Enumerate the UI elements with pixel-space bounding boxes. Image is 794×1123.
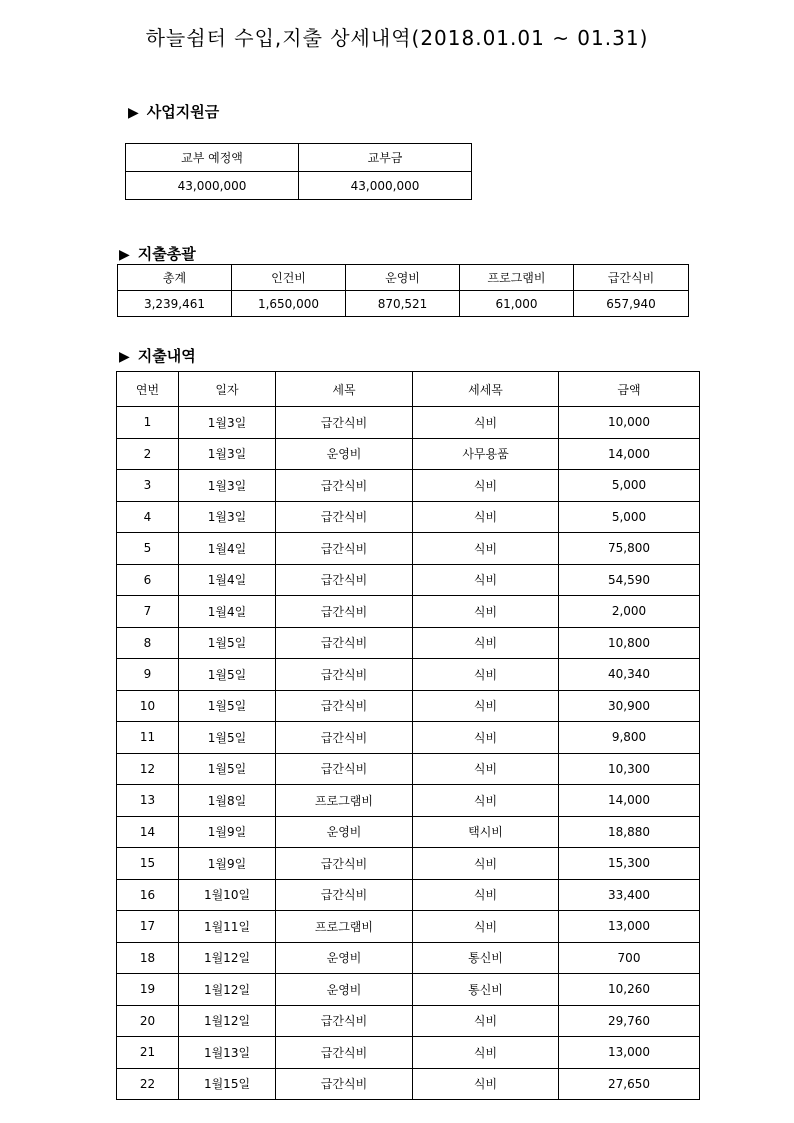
amount-cell: 13,000 — [559, 911, 700, 943]
triangle-right-icon: ▶ — [119, 247, 130, 263]
amount-cell: 10,800 — [559, 627, 700, 659]
table-row — [117, 438, 700, 470]
subcategory-cell: 통신비 — [413, 942, 559, 974]
date-cell: 1월5일 — [179, 722, 276, 754]
amount-cell: 2,000 — [559, 596, 700, 628]
category-cell: 운영비 — [276, 942, 413, 974]
subcategory-cell: 식비 — [413, 501, 559, 533]
table-header-row — [118, 265, 689, 291]
table-row — [117, 1005, 700, 1037]
header-cell: 세세목 — [413, 372, 559, 407]
category-cell: 급간식비 — [276, 659, 413, 691]
date-cell: 1월5일 — [179, 627, 276, 659]
category-cell: 급간식비 — [276, 1037, 413, 1069]
category-cell: 급간식비 — [276, 596, 413, 628]
amount-cell: 75,800 — [559, 533, 700, 565]
row-number-cell: 22 — [117, 1068, 179, 1100]
date-cell: 1월3일 — [179, 438, 276, 470]
subcategory-cell: 사무용품 — [413, 438, 559, 470]
subcategory-cell: 식비 — [413, 1005, 559, 1037]
header-cell: 급간식비 — [574, 265, 689, 291]
table-row — [117, 879, 700, 911]
value-cell: 43,000,000 — [126, 172, 299, 200]
amount-cell: 10,000 — [559, 407, 700, 439]
date-cell: 1월3일 — [179, 470, 276, 502]
row-number-cell: 5 — [117, 533, 179, 565]
subcategory-cell: 식비 — [413, 1068, 559, 1100]
row-number-cell: 8 — [117, 627, 179, 659]
triangle-right-icon: ▶ — [119, 349, 130, 365]
category-cell: 운영비 — [276, 974, 413, 1006]
row-number-cell: 19 — [117, 974, 179, 1006]
category-cell: 급간식비 — [276, 690, 413, 722]
amount-cell: 30,900 — [559, 690, 700, 722]
subcategory-cell: 식비 — [413, 911, 559, 943]
subcategory-cell: 식비 — [413, 407, 559, 439]
row-number-cell: 9 — [117, 659, 179, 691]
row-number-cell: 12 — [117, 753, 179, 785]
table-row — [117, 816, 700, 848]
value-cell: 3,239,461 — [118, 291, 232, 317]
subcategory-cell: 식비 — [413, 596, 559, 628]
table-row — [117, 690, 700, 722]
table-row — [117, 627, 700, 659]
category-cell: 급간식비 — [276, 533, 413, 565]
amount-cell: 13,000 — [559, 1037, 700, 1069]
row-number-cell: 20 — [117, 1005, 179, 1037]
date-cell: 1월12일 — [179, 1005, 276, 1037]
support-heading-label: 사업지원금 — [146, 103, 220, 121]
date-cell: 1월12일 — [179, 974, 276, 1006]
value-cell: 43,000,000 — [299, 172, 472, 200]
category-cell: 프로그램비 — [276, 911, 413, 943]
summary-table — [117, 264, 689, 317]
category-cell: 급간식비 — [276, 627, 413, 659]
table-row — [126, 172, 472, 200]
subcategory-cell: 식비 — [413, 533, 559, 565]
date-cell: 1월5일 — [179, 690, 276, 722]
summary-heading-label: 지출총괄 — [137, 245, 196, 263]
subcategory-cell: 식비 — [413, 785, 559, 817]
support-table — [125, 143, 472, 200]
amount-cell: 5,000 — [559, 470, 700, 502]
subcategory-cell: 식비 — [413, 848, 559, 880]
amount-cell: 14,000 — [559, 438, 700, 470]
triangle-right-icon: ▶ — [128, 105, 139, 121]
subcategory-cell: 택시비 — [413, 816, 559, 848]
table-row — [118, 291, 689, 317]
table-row — [117, 974, 700, 1006]
category-cell: 운영비 — [276, 438, 413, 470]
header-cell: 운영비 — [346, 265, 460, 291]
table-row — [117, 1068, 700, 1100]
category-cell: 급간식비 — [276, 848, 413, 880]
value-cell: 870,521 — [346, 291, 460, 317]
category-cell: 프로그램비 — [276, 785, 413, 817]
table-row — [117, 501, 700, 533]
amount-cell: 15,300 — [559, 848, 700, 880]
amount-cell: 27,650 — [559, 1068, 700, 1100]
table-row — [117, 785, 700, 817]
date-cell: 1월4일 — [179, 596, 276, 628]
table-row — [117, 848, 700, 880]
row-number-cell: 3 — [117, 470, 179, 502]
section-heading-support — [128, 101, 219, 122]
category-cell: 급간식비 — [276, 753, 413, 785]
header-cell: 일자 — [179, 372, 276, 407]
table-row — [117, 942, 700, 974]
amount-cell: 700 — [559, 942, 700, 974]
table-row — [117, 470, 700, 502]
table-row — [117, 659, 700, 691]
subcategory-cell: 식비 — [413, 690, 559, 722]
table-row — [117, 753, 700, 785]
table-row — [117, 407, 700, 439]
row-number-cell: 14 — [117, 816, 179, 848]
row-number-cell: 6 — [117, 564, 179, 596]
category-cell: 급간식비 — [276, 1005, 413, 1037]
category-cell: 급간식비 — [276, 564, 413, 596]
details-table — [116, 371, 700, 1100]
header-cell: 세목 — [276, 372, 413, 407]
category-cell: 급간식비 — [276, 722, 413, 754]
row-number-cell: 15 — [117, 848, 179, 880]
table-row — [117, 722, 700, 754]
category-cell: 급간식비 — [276, 1068, 413, 1100]
header-cell: 연번 — [117, 372, 179, 407]
subcategory-cell: 통신비 — [413, 974, 559, 1006]
category-cell: 급간식비 — [276, 879, 413, 911]
section-heading-summary — [119, 243, 196, 264]
header-cell: 교부금 — [299, 144, 472, 172]
category-cell: 급간식비 — [276, 470, 413, 502]
header-cell: 프로그램비 — [460, 265, 574, 291]
value-cell: 61,000 — [460, 291, 574, 317]
subcategory-cell: 식비 — [413, 627, 559, 659]
date-cell: 1월4일 — [179, 533, 276, 565]
category-cell: 급간식비 — [276, 501, 413, 533]
row-number-cell: 16 — [117, 879, 179, 911]
row-number-cell: 11 — [117, 722, 179, 754]
row-number-cell: 2 — [117, 438, 179, 470]
amount-cell: 10,300 — [559, 753, 700, 785]
value-cell: 657,940 — [574, 291, 689, 317]
date-cell: 1월10일 — [179, 879, 276, 911]
amount-cell: 5,000 — [559, 501, 700, 533]
row-number-cell: 7 — [117, 596, 179, 628]
table-row — [117, 1037, 700, 1069]
date-cell: 1월8일 — [179, 785, 276, 817]
table-row — [117, 911, 700, 943]
subcategory-cell: 식비 — [413, 879, 559, 911]
date-cell: 1월4일 — [179, 564, 276, 596]
header-cell: 인건비 — [232, 265, 346, 291]
row-number-cell: 21 — [117, 1037, 179, 1069]
section-heading-details — [119, 345, 196, 366]
amount-cell: 10,260 — [559, 974, 700, 1006]
category-cell: 급간식비 — [276, 407, 413, 439]
subcategory-cell: 식비 — [413, 1037, 559, 1069]
category-cell: 운영비 — [276, 816, 413, 848]
amount-cell: 14,000 — [559, 785, 700, 817]
row-number-cell: 13 — [117, 785, 179, 817]
subcategory-cell: 식비 — [413, 659, 559, 691]
date-cell: 1월5일 — [179, 659, 276, 691]
subcategory-cell: 식비 — [413, 753, 559, 785]
header-cell: 금액 — [559, 372, 700, 407]
page-title: 하늘쉼터 수입,지출 상세내역(2018.01.01 ~ 01.31) — [145, 26, 649, 50]
date-cell: 1월13일 — [179, 1037, 276, 1069]
row-number-cell: 17 — [117, 911, 179, 943]
row-number-cell: 4 — [117, 501, 179, 533]
date-cell: 1월9일 — [179, 848, 276, 880]
header-cell: 총계 — [118, 265, 232, 291]
table-row — [117, 533, 700, 565]
row-number-cell: 10 — [117, 690, 179, 722]
amount-cell: 18,880 — [559, 816, 700, 848]
table-row — [117, 596, 700, 628]
subcategory-cell: 식비 — [413, 470, 559, 502]
date-cell: 1월5일 — [179, 753, 276, 785]
date-cell: 1월3일 — [179, 501, 276, 533]
amount-cell: 54,590 — [559, 564, 700, 596]
subcategory-cell: 식비 — [413, 722, 559, 754]
amount-cell: 9,800 — [559, 722, 700, 754]
date-cell: 1월12일 — [179, 942, 276, 974]
amount-cell: 29,760 — [559, 1005, 700, 1037]
date-cell: 1월9일 — [179, 816, 276, 848]
table-header-row — [126, 144, 472, 172]
table-row — [117, 564, 700, 596]
date-cell: 1월15일 — [179, 1068, 276, 1100]
header-cell: 교부 예정액 — [126, 144, 299, 172]
details-heading-label: 지출내역 — [137, 347, 196, 365]
date-cell: 1월3일 — [179, 407, 276, 439]
row-number-cell: 18 — [117, 942, 179, 974]
row-number-cell: 1 — [117, 407, 179, 439]
amount-cell: 33,400 — [559, 879, 700, 911]
subcategory-cell: 식비 — [413, 564, 559, 596]
table-header-row — [117, 372, 700, 407]
amount-cell: 40,340 — [559, 659, 700, 691]
value-cell: 1,650,000 — [232, 291, 346, 317]
date-cell: 1월11일 — [179, 911, 276, 943]
